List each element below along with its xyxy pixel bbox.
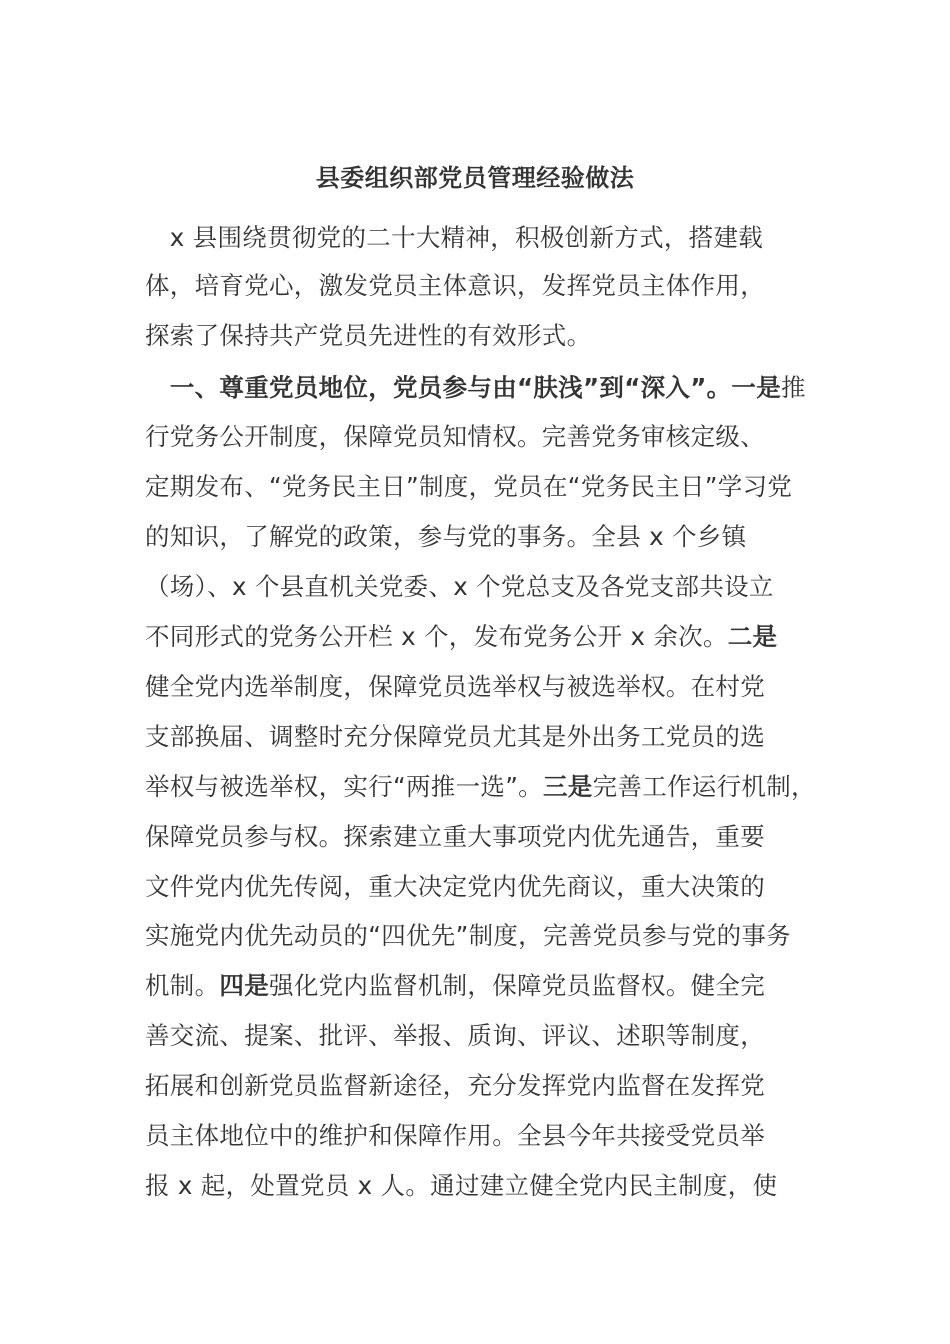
text-run: 完善工作运行机制，: [592, 772, 816, 801]
text-run: 员主体地位中的维护和保障作用。全县今年共接受党员举: [145, 1121, 765, 1150]
text-run: 支部换届、调整时充分保障党员尤其是外出务工党员的选: [145, 722, 765, 751]
text-run: （场）、x 个县直机关党委、x 个党总支及各党支部共设立: [145, 572, 774, 601]
body-line: [145, 1069, 765, 1103]
text-run: 体，培育党心，激发党员主体意识，发挥党员主体作用，: [145, 271, 765, 300]
body-line: [145, 770, 816, 804]
text-run: 强化党内监督机制，保障党员监督权。健全完: [269, 971, 766, 1000]
body-line: [145, 221, 763, 255]
text-run: 行党务公开制度，保障党员知情权。完善党务审核定级、: [145, 422, 765, 451]
body-line: [145, 969, 765, 1003]
text-run: 实施党内优先动员的“四优先”制度，完善党员参与党的事务: [145, 921, 791, 950]
body-line: [145, 1119, 765, 1153]
body-line: [145, 520, 746, 554]
text-run: 文件党内优先传阅，重大决定党内优先商议，重大决策的: [145, 872, 765, 901]
body-line: [145, 620, 777, 654]
text-run: 的知识，了解党的政策，参与党的事务。全县 x 个乡镇: [145, 522, 747, 551]
text-run: 报 x 起，处置党员 x 人。通过建立健全党内民主制度，使: [145, 1171, 778, 1200]
section-heading: 一、尊重党员地位，党员参与由“肤浅”到“深入”。一是: [169, 373, 782, 402]
body-line: [145, 319, 591, 353]
body-line: [145, 720, 765, 754]
body-line: [145, 570, 774, 604]
text-run: 机制。: [145, 971, 220, 1000]
text-run: 健全党内选举制度，保障党员选举权与被选举权。在村党: [145, 672, 765, 701]
bold-marker: 二是: [727, 622, 778, 651]
text-run: 举权与被选举权，实行“两推一选”。: [145, 772, 543, 801]
text-run: x 县围绕贯彻党的二十大精神，积极创新方式，搭建载: [145, 223, 764, 252]
body-line: [145, 670, 765, 704]
body-line: [145, 371, 806, 405]
text-run: [145, 373, 170, 402]
body-line: [145, 269, 765, 303]
body-line: [145, 1169, 777, 1203]
body-line: [145, 470, 792, 504]
text-run: 定期发布、“党务民主日”制度，党员在“党务民主日”学习党: [145, 472, 793, 501]
body-line: [145, 1019, 765, 1053]
text-run: 推: [781, 373, 806, 402]
body-line: [145, 420, 765, 454]
page-title: 县委组织部党员管理经验做法: [315, 164, 635, 192]
body-line: [145, 919, 791, 953]
text-run: 探索了保持共产党员先进性的有效形式。: [145, 321, 592, 350]
body-line: [145, 820, 765, 854]
body-line: [145, 870, 765, 904]
text-run: 保障党员参与权。探索建立重大事项党内优先通告，重要: [145, 822, 765, 851]
text-run: 拓展和创新党员监督新途径，充分发挥党内监督在发挥党: [145, 1071, 765, 1100]
bold-marker: 四是: [219, 971, 270, 1000]
text-run: 善交流、提案、批评、举报、质询、评议、述职等制度，: [145, 1021, 765, 1050]
bold-marker: 三是: [542, 772, 593, 801]
text-run: 不同形式的党务公开栏 x 个，发布党务公开 x 余次。: [145, 622, 728, 651]
